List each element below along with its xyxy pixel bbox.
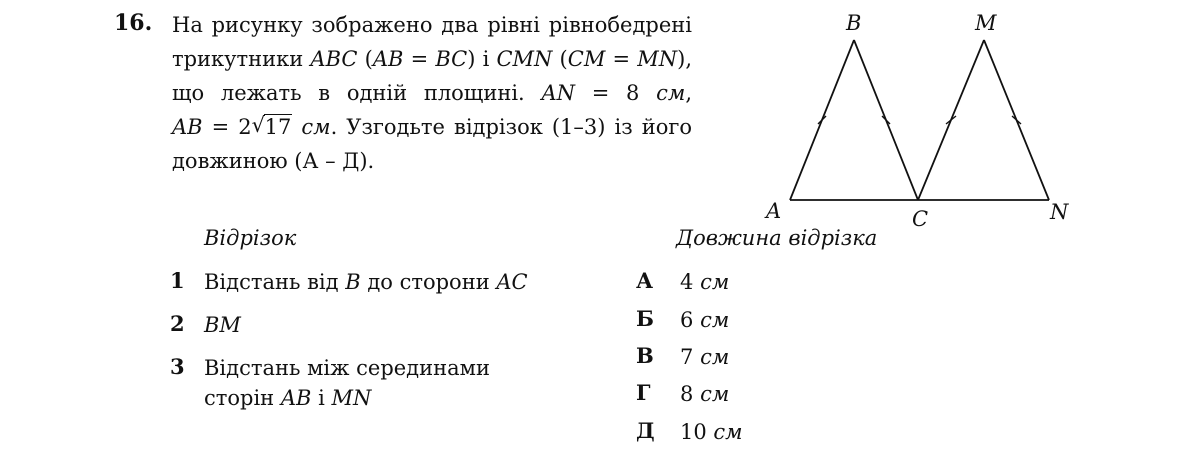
- problem-text: довжиною (А – Д).: [172, 149, 375, 173]
- segment-text-line-2: [204, 383, 490, 413]
- option-unit: см: [700, 308, 730, 332]
- tick-mark-bc: [882, 116, 890, 124]
- math-term: AC: [496, 270, 528, 294]
- triangles-figure: [760, 4, 1090, 229]
- radical-sign-icon: √: [251, 113, 266, 137]
- math-term: см: [656, 81, 686, 105]
- vertex-label-a: A: [766, 199, 782, 223]
- vertex-label-n: N: [1050, 200, 1069, 224]
- option-unit: см: [700, 345, 730, 369]
- problem-text: ),: [677, 47, 692, 71]
- option-value-g: [680, 379, 729, 409]
- segment-item-1: [204, 267, 528, 297]
- segment-text: і: [311, 386, 332, 410]
- option-value-d: [680, 417, 743, 447]
- problem-text: На рисунку зображено два рівні рівнобедрені: [172, 13, 692, 37]
- segment-number-3: 3: [170, 354, 185, 379]
- segment-text: Відстань від: [204, 270, 346, 294]
- vertex-label-c: C: [912, 207, 929, 229]
- option-number: 7: [680, 345, 694, 369]
- problem-line-3: [172, 76, 692, 110]
- segment-number-2: 2: [170, 311, 185, 336]
- problem-text: ,: [685, 81, 693, 105]
- option-unit: см: [700, 270, 730, 294]
- problem-text: (: [552, 47, 568, 71]
- tick-mark-mn: [1012, 116, 1021, 124]
- option-number: 6: [680, 308, 694, 332]
- length-column-heading: Довжина відрізка: [676, 226, 878, 250]
- option-letter-d: Д: [636, 418, 655, 443]
- option-letter-v: В: [636, 343, 654, 368]
- math-term: AB: [372, 47, 404, 71]
- segment-item-2: BM: [204, 313, 241, 337]
- segment-text: сторін: [204, 386, 281, 410]
- radicand: 17: [264, 115, 292, 139]
- problem-text: =: [403, 47, 436, 71]
- math-term: CM: [567, 47, 606, 71]
- problem-line-2: [172, 42, 692, 76]
- math-term: AN: [541, 81, 575, 105]
- math-term: MN: [637, 47, 678, 71]
- math-term: MN: [331, 386, 372, 410]
- problem-text: (: [357, 47, 373, 71]
- segment-text: до сторони: [360, 270, 497, 294]
- option-number: 10: [680, 420, 707, 444]
- math-term: BC: [435, 47, 468, 71]
- option-number: 4: [680, 270, 694, 294]
- option-value-b: [680, 305, 729, 335]
- question-number: 16.: [114, 10, 153, 36]
- option-unit: см: [700, 382, 730, 406]
- option-value-v: [680, 342, 729, 372]
- math-term: AB: [172, 115, 203, 139]
- vertex-label-b: B: [846, 11, 862, 35]
- sqrt-expression: [252, 110, 293, 144]
- option-unit: см: [713, 420, 743, 444]
- problem-line-1: [172, 8, 692, 42]
- math-term: см: [301, 115, 331, 139]
- problem-text: . Узгодьте відрізок (1–3) із його: [330, 115, 692, 139]
- vertex-label-m: M: [975, 11, 997, 35]
- segment-column-heading: Відрізок: [204, 226, 297, 250]
- segment-text: Відстань між серединами: [204, 356, 490, 380]
- math-term: CMN: [496, 47, 553, 71]
- problem-line-4: [172, 110, 692, 144]
- option-number: 8: [680, 382, 694, 406]
- math-term: AB: [280, 386, 312, 410]
- problem-text: = 2: [202, 115, 252, 139]
- problem-text: що лежать в одній площині.: [172, 81, 542, 105]
- option-value-a: [680, 267, 729, 297]
- segment-number-1: 1: [170, 268, 185, 293]
- problem-statement: [172, 8, 692, 178]
- option-letter-b: Б: [636, 306, 654, 331]
- problem-line-5: [172, 144, 692, 178]
- problem-text: =: [605, 47, 638, 71]
- math-term: ABC: [310, 47, 358, 71]
- problem-text: трикутники: [172, 47, 311, 71]
- math-term: B: [345, 270, 361, 294]
- segment-item-3: [204, 353, 490, 413]
- problem-text: = 8: [575, 81, 657, 105]
- option-letter-a: А: [636, 268, 654, 293]
- option-letter-g: Г: [636, 380, 651, 405]
- tick-mark-ab: [818, 116, 826, 124]
- problem-text: ) і: [467, 47, 497, 71]
- tick-mark-cm: [946, 116, 956, 124]
